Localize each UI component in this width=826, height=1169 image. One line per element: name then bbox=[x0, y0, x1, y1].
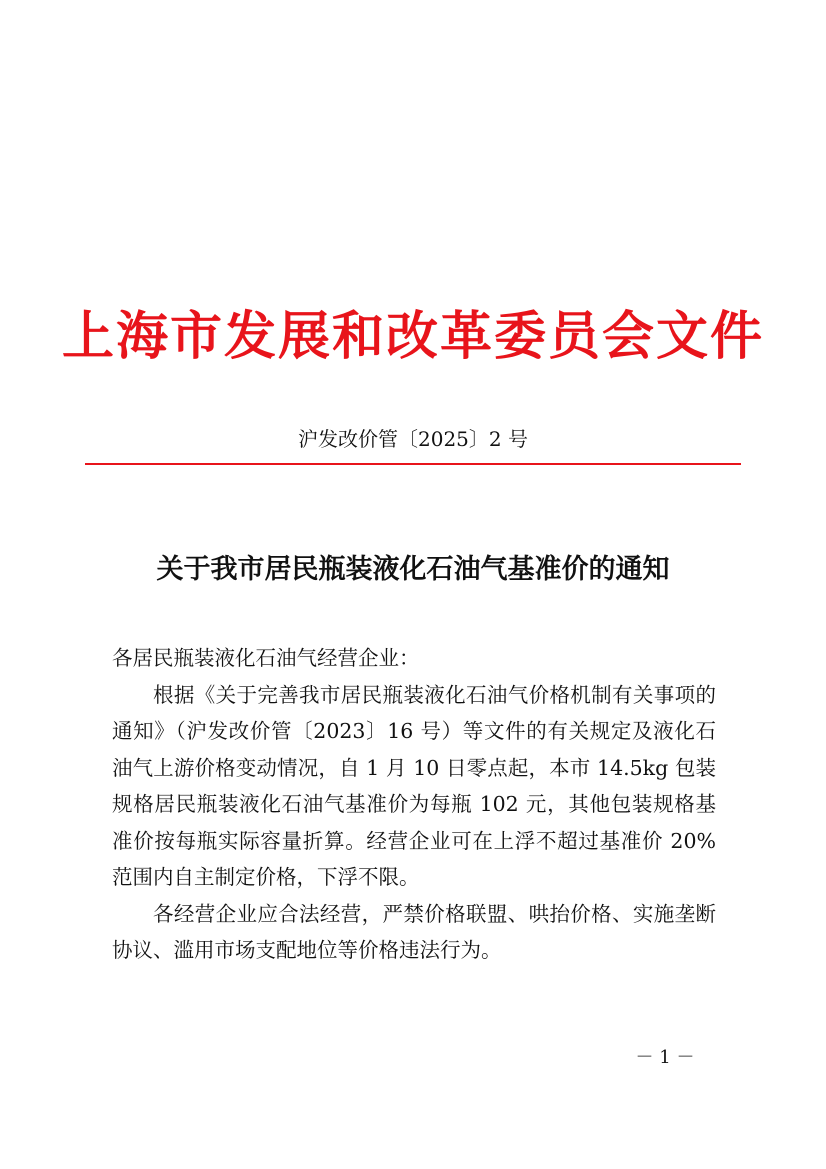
document-number: 沪发改价管〔2025〕2 号 bbox=[298, 427, 528, 451]
issuing-authority-header: 上海市发展和改革委员会文件 bbox=[61, 306, 764, 367]
body-paragraph: 各经营企业应合法经营，严禁价格联盟、哄抬价格、实施垄断协议、滥用市场支配地位等价格违法行为。 bbox=[112, 901, 716, 962]
notice-body bbox=[112, 640, 716, 969]
page-number: － 1 － bbox=[635, 1047, 695, 1068]
notice-title: 关于我市居民瓶装液化石油气基准价的通知 bbox=[156, 554, 670, 585]
body-paragraph: 根据《关于完善我市居民瓶装液化石油气价格机制有关事项的通知》（沪发改价管〔2023〕16 号）等文件的有关规定及液化石油气上游价格变动情况，自 1 月 10 日零点起，本市 14.5kg 包装规格居民瓶装液化石油气基准价为每瓶 102 元，其他包装规格基准价按每瓶实际容量折算。经营企业可在上浮不超过基准价 20%范围内自主制定价格，下浮不限。 bbox=[112, 682, 716, 889]
red-divider-line bbox=[85, 463, 741, 465]
addressee: 各居民瓶装液化石油气经营企业： bbox=[112, 646, 420, 670]
